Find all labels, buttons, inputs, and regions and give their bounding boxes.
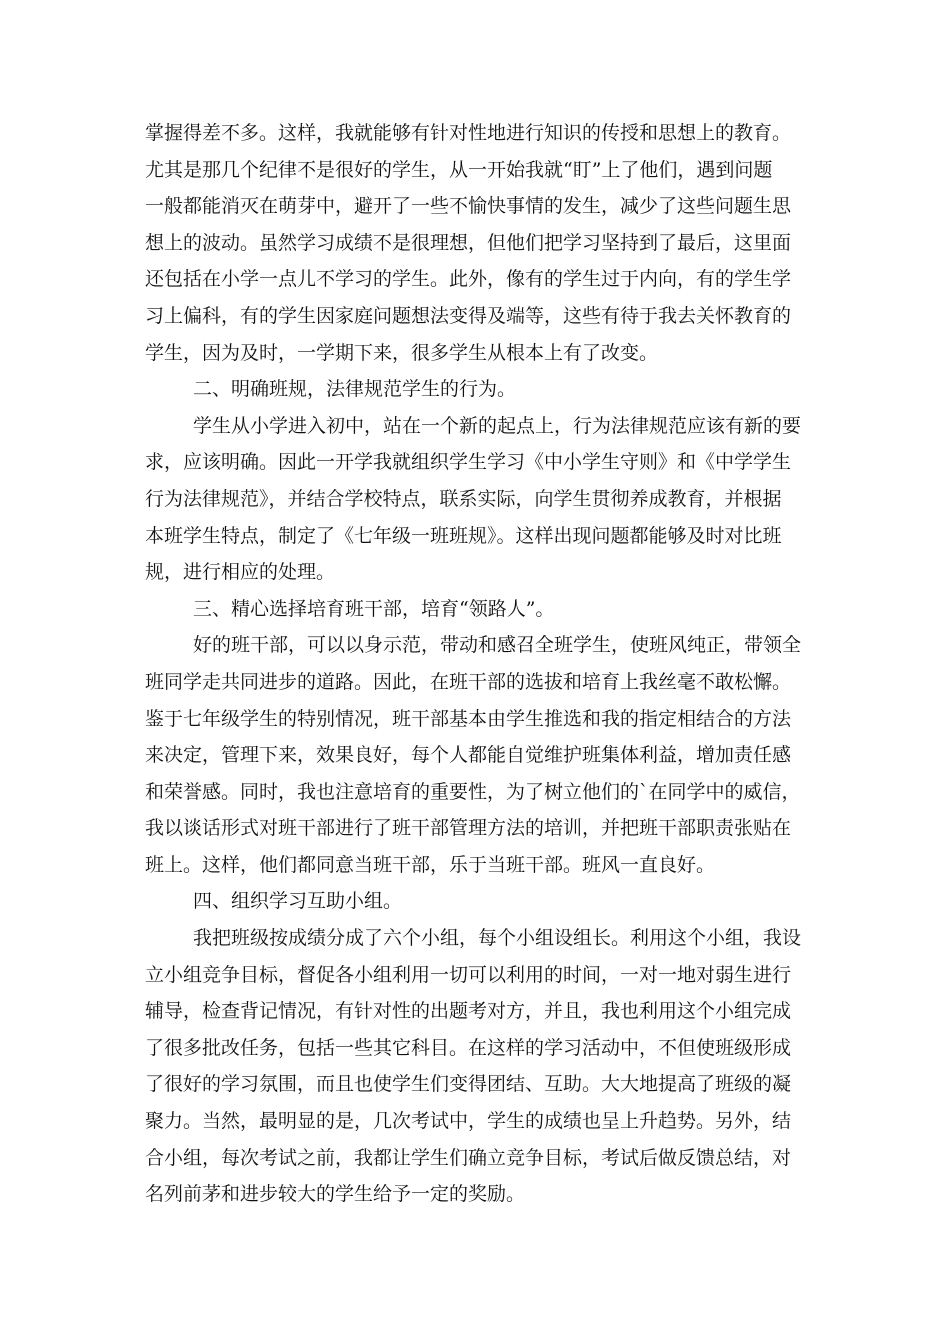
document-body [145, 115, 815, 1213]
text-line: 二、明确班规，法律规范学生的行为。 [193, 378, 517, 401]
text-line: 我把班级按成绩分成了六个小组，每个小组设组长。利用这个小组，我设 [193, 927, 802, 950]
text-line: 四、组织学习互助小组。 [193, 890, 403, 913]
text-line: 鉴于七年级学生的特别情况，班干部基本由学生推选和我的指定相结合的方法 [145, 707, 792, 730]
text-line: 掌握得差不多。这样，我就能够有针对性地进行知识的传授和思想上的教育。 [145, 122, 792, 144]
text-line: 习上偏科，有的学生因家庭问题想法变得及端等，这些有待于我去关怀教育的 [145, 304, 792, 327]
text-line: 本班学生特点，制定了《七年级一班班规》。这样出现问题都能够及时对比班 [145, 524, 782, 547]
text-line: 和荣誉感。同时，我也注意培育的重要性，为了树立他们的`在同学中的威信， [145, 780, 801, 803]
text-line: 规，进行相应的处理。 [145, 561, 336, 584]
text-line: 立小组竞争目标，督促各小组利用一切可以利用的时间，一对一地对弱生进行 [145, 963, 792, 986]
text-line: 行为法律规范》，并结合学校特点，联系实际，向学生贯彻养成教育，并根据 [145, 487, 782, 510]
text-line: 好的班干部，可以以身示范，带动和感召全班学生，使班风纯正，带领全 [193, 634, 802, 657]
text-line: 班上。这样，他们都同意当班干部，乐于当班干部。班风一直良好。 [145, 853, 716, 876]
text-line: 了很好的学习氛围，而且也使学生们变得团结、互助。大大地提高了班级的凝 [145, 1073, 792, 1096]
text-line: 我以谈话形式对班干部进行了班干部管理方法的培训，并把班干部职责张贴在 [145, 817, 792, 840]
text-line: 还包括在小学一点儿不学习的学生。此外，像有的学生过于内向，有的学生学 [145, 268, 792, 291]
text-line: 名列前茅和进步较大的学生给予一定的奖励。 [145, 1183, 526, 1206]
text-line: 聚力。当然，最明显的是，几次考试中，学生的成绩也呈上升趋势。另外，结 [145, 1110, 792, 1133]
text-line: 班同学走共同进步的道路。因此，在班干部的选拔和培育上我丝毫不敢松懈。 [145, 670, 792, 693]
text-line: 来决定，管理下来，效果良好，每个人都能自觉维护班集体利益，增加责任感 [145, 744, 792, 767]
text-line: 想上的波动。虽然学习成绩不是很理想，但他们把学习坚持到了最后，这里面 [145, 231, 792, 254]
text-line: 三、精心选择培育班干部，培育“领路人”。 [193, 597, 555, 620]
text-line: 学生从小学进入初中，站在一个新的起点上，行为法律规范应该有新的要 [193, 414, 802, 437]
text-line: 合小组，每次考试之前，我都让学生们确立竞争目标，考试后做反馈总结，对 [145, 1146, 792, 1169]
text-line: 尤其是那几个纪律不是很好的学生，从一开始我就“盯”上了他们，遇到问题 [145, 158, 773, 181]
text-line: 求，应该明确。因此一开学我就组织学生学习《中小学生守则》和《中学学生 [145, 451, 792, 474]
text-line: 学生，因为及时，一学期下来，很多学生从根本上有了改变。 [145, 341, 659, 364]
text-line: 辅导，检查背记情况，有针对性的出题考对方，并且，我也利用这个小组完成 [145, 1000, 792, 1023]
text-line: 了很多批改任务，包括一些其它科目。在这样的学习活动中，不但使班级形成 [145, 1036, 792, 1059]
text-line: 一般都能消灭在萌芽中，避开了一些不愉快事情的发生，减少了这些问题生思 [145, 195, 792, 218]
